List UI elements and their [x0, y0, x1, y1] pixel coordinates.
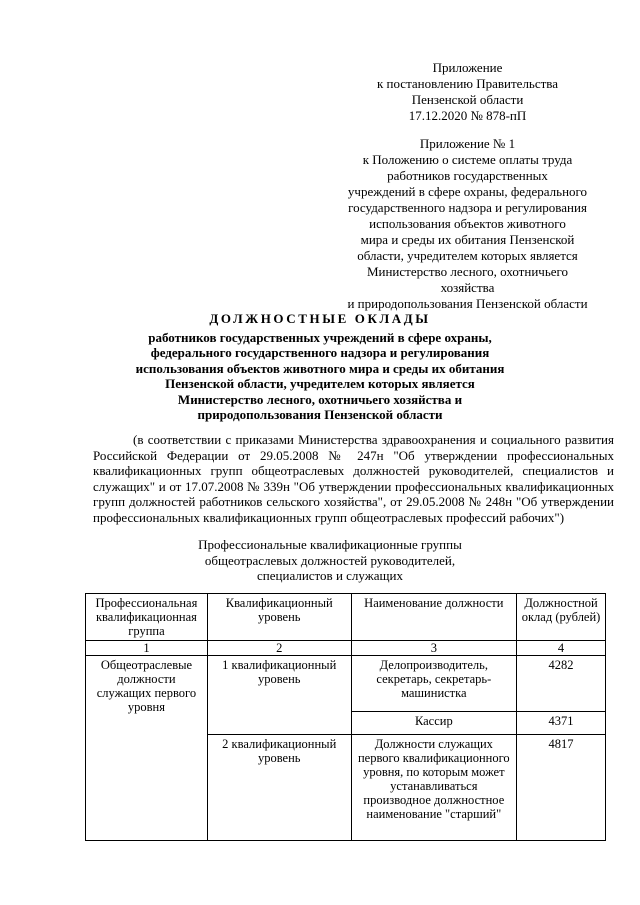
appendix-line: мира и среды их обитания Пензенской — [360, 232, 575, 247]
approval-block — [340, 60, 595, 312]
table-header-row — [86, 594, 606, 641]
appendix-line: области, учредителем которых является — [357, 248, 578, 263]
section-heading-line: общеотраслевых должностей руководителей, — [204, 552, 456, 568]
appendix-line: Министерство лесного, охотничьего хозяйства — [366, 264, 569, 295]
appendix-line: и природопользования Пензенской области — [347, 296, 588, 311]
document-title — [80, 311, 560, 423]
column-number: 3 — [351, 641, 516, 656]
title-line: Министерство лесного, охотничьего хозяйства и — [177, 391, 463, 407]
appendix-block — [340, 136, 595, 312]
table-row — [86, 656, 606, 712]
salary-cell: 4817 — [517, 734, 606, 840]
title-line: работников государственных учреждений в сфере охраны, — [148, 329, 492, 345]
column-number-row — [86, 641, 606, 656]
appendix-line: использования объектов животного — [369, 216, 566, 231]
column-number: 4 — [517, 641, 606, 656]
level-cell: 1 квалификационный уровень — [207, 656, 351, 735]
salary-table — [85, 593, 606, 841]
appendix-line: работников государственных — [387, 168, 548, 183]
appendix-line: Приложение № 1 — [419, 136, 516, 151]
column-number: 2 — [207, 641, 351, 656]
position-cell: Делопроизводитель, секретарь, секретарь-машинистка — [351, 656, 516, 712]
legal-basis-paragraph: (в соответствии с приказами Министерства здравоохранения и социального развития Российской Федерации от 29.05.2008 № 247н "Об утверждении профессиональных квалификационных групп общеотраслевых должностей руководителей, специалистов и служащих" и от 17.07.2008 № 339н "Об утверждении профессиональных квалификационных групп должностей работников сельского хозяйства", от 29.05.2008 № 248н "Об утверждении профессиональных квалификационных групп общеотраслевых профессий рабочих") — [93, 432, 614, 525]
salary-cell: 4371 — [517, 712, 606, 735]
position-cell: Кассир — [351, 712, 516, 735]
title-line: природопользования Пензенской области — [197, 407, 443, 422]
appendix-line: государственного надзора и регулирования — [348, 200, 587, 215]
title-line: федерального государственного надзора и регулирования — [150, 345, 490, 360]
section-heading — [180, 537, 480, 584]
level-cell: 2 квалификационный уровень — [207, 734, 351, 840]
approval-line: Приложение — [432, 60, 503, 75]
appendix-line: учреждений в сфере охраны, федерального — [347, 184, 588, 199]
header-cell: Квалификационный уровень — [207, 594, 351, 641]
section-heading-line: специалистов и служащих — [257, 568, 403, 583]
approval-line: Пензенской области — [411, 92, 524, 107]
group-cell: Общеотраслевые должности служащих первого уровня — [86, 656, 208, 841]
title-heading: ДОЛЖНОСТНЫЕ ОКЛАДЫ — [209, 311, 431, 326]
approval-line: к постановлению Правительства — [376, 76, 559, 91]
salary-cell: 4282 — [517, 656, 606, 712]
approval-line: 17.12.2020 № 878-пП — [408, 108, 527, 123]
section-heading-line: Профессиональные квалификационные группы — [198, 537, 462, 552]
position-cell: Должности служащих первого квалификационного уровня, по которым может устанавливаться производное должностное наименование "старший" — [351, 734, 516, 840]
column-number: 1 — [86, 641, 208, 656]
header-cell: Наименование должности — [351, 594, 516, 641]
header-cell: Профессиональная квалификационная группа — [86, 594, 208, 641]
title-line: использования объектов животного мира и среды их обитания — [135, 360, 505, 376]
title-line: Пензенской области, учредителем которых является — [165, 376, 475, 391]
appendix-line: к Положению о системе оплаты труда — [362, 152, 573, 167]
header-cell: Должностной оклад (рублей) — [517, 594, 606, 641]
